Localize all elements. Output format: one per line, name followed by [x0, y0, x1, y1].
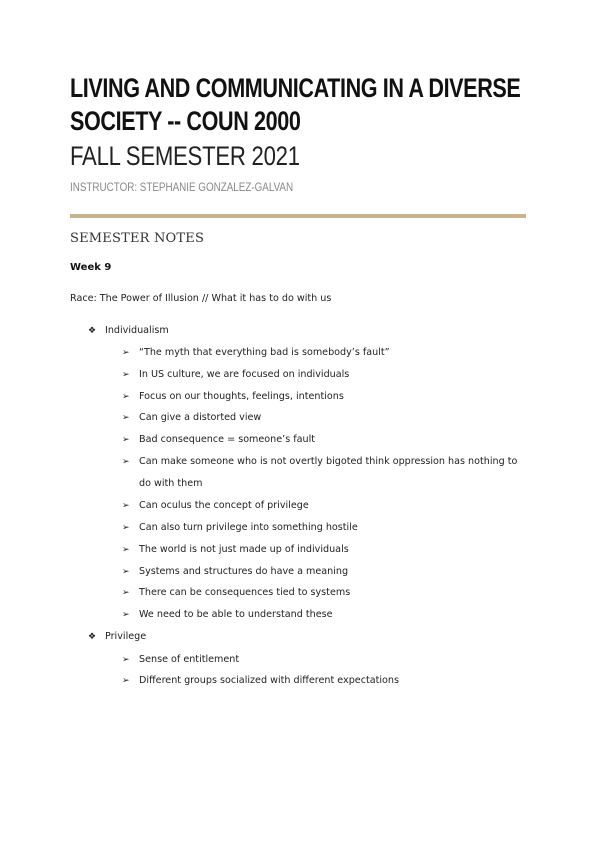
list-item [122, 582, 532, 604]
intro-line: Race: The Power of Illusion // What it has to do with us [70, 293, 332, 304]
instructor-line: INSTRUCTOR: STEPHANIE GONZALEZ-GALVAN [70, 180, 294, 194]
arrow-bullet-icon: ➢ [122, 523, 130, 533]
list-item-text: We need to be able to understand these [139, 609, 333, 620]
list-item-text: In US culture, we are focused on individuals [139, 369, 350, 380]
week-label: Week 9 [70, 262, 112, 273]
list-item [122, 670, 532, 692]
list-item-text: Can oculus the concept of privilege [139, 500, 309, 511]
list-item [122, 386, 532, 408]
arrow-bullet-icon: ➢ [122, 501, 130, 511]
diamond-bullet-icon: ❖ [88, 632, 97, 642]
list-item-text: The world is not just made up of individuals [139, 544, 349, 555]
list-item-text: Systems and structures do have a meaning [139, 566, 349, 577]
list-item [122, 539, 532, 561]
arrow-bullet-icon: ➢ [122, 567, 130, 577]
list-item [122, 407, 532, 429]
list-item-text: Focus on our thoughts, feelings, intentions [139, 391, 344, 402]
list-item-level1 [88, 631, 146, 642]
arrow-bullet-icon: ➢ [122, 435, 130, 445]
list-item [122, 364, 532, 386]
list-item-text: There can be consequences tied to systems [139, 587, 351, 598]
arrow-bullet-icon: ➢ [122, 413, 130, 423]
arrow-bullet-icon: ➢ [122, 545, 130, 555]
arrow-bullet-icon: ➢ [122, 457, 130, 467]
list-item-level1 [88, 325, 169, 336]
list-item-text: “The myth that everything bad is somebody’s fault” [139, 347, 390, 358]
semester-subtitle: FALL SEMESTER 2021 [70, 141, 300, 171]
list-item [122, 451, 532, 495]
arrow-bullet-icon: ➢ [122, 348, 130, 358]
arrow-bullet-icon: ➢ [122, 676, 130, 686]
arrow-bullet-icon: ➢ [122, 392, 130, 402]
list-item-label: Individualism [105, 325, 169, 336]
list-item [122, 429, 532, 451]
arrow-bullet-icon: ➢ [122, 655, 130, 665]
list-item-label: Privilege [105, 631, 147, 642]
arrow-bullet-icon: ➢ [122, 370, 130, 380]
list-item [122, 604, 532, 626]
list-item-text: Sense of entitlement [139, 654, 240, 665]
list-item [122, 495, 532, 517]
list-item [122, 649, 532, 671]
list-item [122, 517, 532, 539]
section-heading: SEMESTER NOTES [70, 231, 205, 246]
list-item-text: Can give a distorted view [139, 412, 262, 423]
list-item-text: Bad consequence = someone’s fault [139, 434, 316, 445]
list-item-text: Can also turn privilege into something hostile [139, 522, 358, 533]
list-item [122, 342, 532, 364]
header-divider [70, 214, 526, 218]
diamond-bullet-icon: ❖ [88, 326, 97, 336]
arrow-bullet-icon: ➢ [122, 610, 130, 620]
course-title: LIVING AND COMMUNICATING IN A DIVERSE SOCIETY -- COUN 2000 [70, 73, 521, 136]
list-item-text: Different groups socialized with different expectations [139, 675, 399, 686]
list-item [122, 561, 532, 583]
arrow-bullet-icon: ➢ [122, 588, 130, 598]
list-item-text: Can make someone who is not overtly bigoted think oppression has nothing to do with them [139, 456, 518, 489]
